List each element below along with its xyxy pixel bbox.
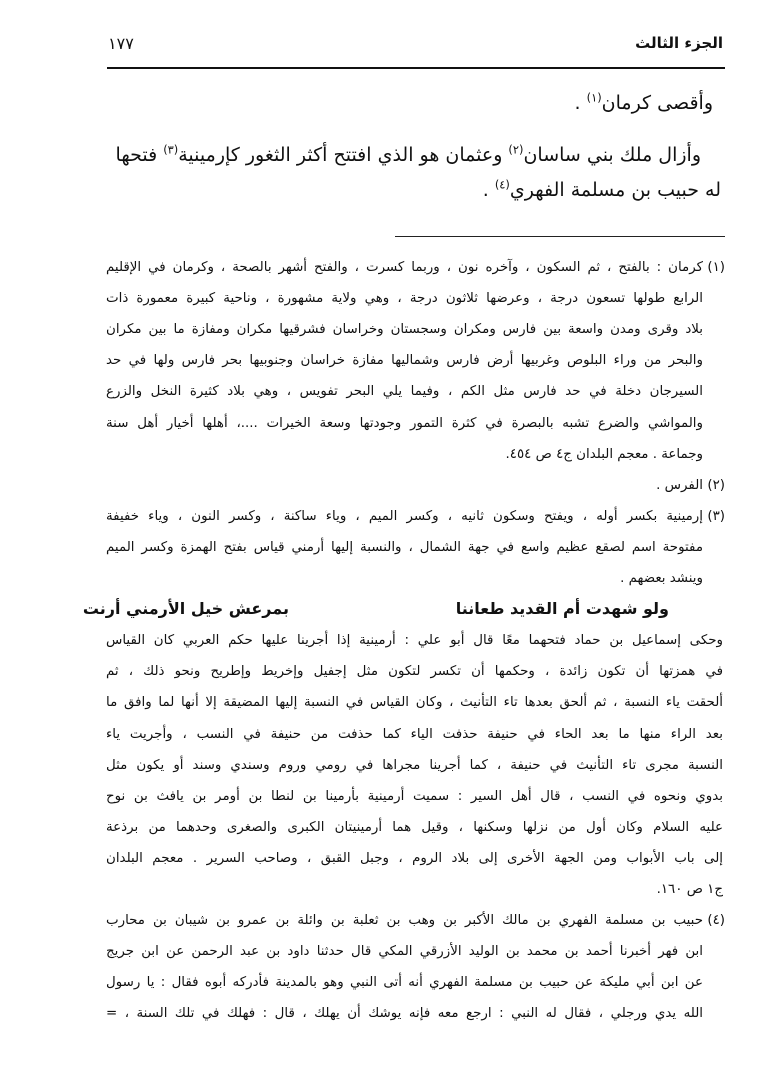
footnote-ref: (٣)	[163, 142, 179, 157]
footnote-line: في همزتها أن تكون زائدة ، وحكمها أن تكسر لتكون مثل إجفيل وإخريط وإطريح ونحو ذلك ، ثم	[106, 664, 723, 680]
footnote-line: الفرس .	[656, 477, 703, 493]
footnote-line: إلى باب الأبواب ومن الجهة الأخرى إلى بلاد الروم ، وجبل القبق ، وصاحب السرير . معجم البلدان	[106, 850, 723, 866]
footnote-line: عليه السلام وكان أول من نزلها وسكنها ، وقيل هما أرمينيتان الكبرى والصغرى وحدهما من برذعة	[106, 819, 723, 835]
footnote-ref: (١)	[586, 90, 602, 105]
footnote-line: بدوي ونحوه في النسب ، قال أهل السير : سميت أرمينية بأرمينا بن لنطا بن أومر بن يافث بن نوح	[106, 788, 723, 804]
page-number: ١٧٧	[108, 34, 134, 53]
footnote-separator	[395, 236, 725, 237]
footnote-line: عن ابن أبي مليكة عن حبيب بن مسلمة الفهري أنه أتى النبي وهو بالمدينة فأدركه أبوه فقال : يا رسول	[106, 975, 703, 991]
footnote-line: والبحر من وراء البلوص وغربيها أرض فارس وشماليها مفازة خراسان وجنوبيها بحر فارس ولها في حد	[106, 353, 703, 369]
footnote-line: النسبة مجرى تاء التأنيث في حنيفة ، كما أجرينا مجراها في رومي وروم وسندي وسند أو يكون مثل	[106, 757, 723, 773]
footnote-number: (٤)	[707, 913, 725, 929]
footnote-line: ج١ ص ١٦٠.	[656, 882, 723, 897]
footnote-line: بعد الراء منها ما بعد الحاء في حنيفة حذفت الياء كما حذفت من حنيفة في النسب ، وأجريت ياء	[106, 726, 723, 742]
footnote-ref: (٤)	[494, 177, 510, 192]
poem-second-hemistich: بمرعش خيل الأرمني أرنت	[82, 599, 289, 619]
poem-first-hemistich: ولو شهدت أم القديد طعاننا	[455, 599, 669, 619]
footnote-line: ألحقت ياء النسبة ، ثم ألحق بعدها تاء التأنيث ، وكان القياس في النسبة إليها المضيقة إلا أنها لما وافق ما	[106, 695, 723, 711]
footnote-line: وجماعة . معجم البلدان ج٤ ص ٤٥٤.	[505, 446, 703, 462]
body-line: وأقصى كرمان$^{(١)}$ .	[574, 90, 713, 114]
footnote-line: كرمان : بالفتح ، ثم السكون ، وآخره نون ، وربما كسرت ، والفتح أشهر بالصحة ، وكرمان في الإقليم	[106, 260, 703, 275]
volume-title: الجزء الثالث	[635, 34, 723, 52]
footnote-line: الرابع طولها تسعون درجة ، وعرضها ثلاثون درجة ، وهي ولاية مشهورة ، وناحية كبيرة معمورة ذات	[106, 291, 703, 307]
footnote-line: إرمينية بكسر أوله ، ويفتح وسكون ثانيه ، وكسر الميم ، وياء ساكنة ، وكسر النون ، وياء خفيفة	[106, 508, 703, 524]
footnote-line: ابن فهر أخبرنا أحمد بن محمد بن الوليد الأزرقي المكي قال حدثنا داود بن عبد الرحمن عن ابن جريج	[106, 944, 703, 960]
header-rule	[107, 67, 725, 69]
footnote-ref: (٢)	[508, 142, 524, 157]
footnote-number: (١)	[707, 260, 725, 275]
footnote-line: والمواشي والضرع تشبه بالبصرة في كثرة التمور وجودتها وسعة الخيرات ....، أهلها أخيار أهل سنة	[106, 415, 703, 431]
body-line: له حبيب بن مسلمة الفهري$^{(٤)}$ .	[482, 177, 721, 201]
footnote-line: وحكى إسماعيل بن حماد فتحهما معًا قال أبو علي : أرمينية إذا أجرينا عليها حكم العربي كان القياس	[106, 633, 723, 649]
footnote-number: (٣)	[707, 508, 725, 524]
footnote-line: الله يدي ورجلي ، فقال له النبي : ارجع معه فإنه يوشك أن يهلك ، قال : فهلك في تلك السنة ، =	[106, 1006, 703, 1022]
footnote-line: السيرجان دخلة في حد فارس مثل الكم ، وفيما يلي البحر تفويس ، وهي بلاد كثيرة النخل والزرع	[106, 384, 703, 400]
body-line: وأزال ملك بني ساسان$^{(٢)}$ وعثمان هو الذي افتتح أكثر الثغور كإرمينية$^{(٣)}$ فتحها	[115, 142, 701, 166]
footnote-line: بلاد وقرى ومدن واسعة بين فارس ومكران وسجستان وخراسان فشرقيها مكران ومفازة ما بين مكران	[106, 322, 703, 338]
footnote-line: مفتوحة اسم لصقع عظيم واسع في جهة الشمال ، والنسبة إليها أرمني قياس بفتح الهمزة وكسر الميم	[106, 539, 703, 555]
footnote-number: (٢)	[707, 477, 725, 493]
footnote-line: وينشد بعضهم .	[620, 571, 703, 586]
footnote-line: حبيب بن مسلمة الفهري بن مالك الأكبر بن وهب بن ثعلبة بن وائلة بن عمرو بن شيبان بن محارب	[106, 913, 703, 929]
